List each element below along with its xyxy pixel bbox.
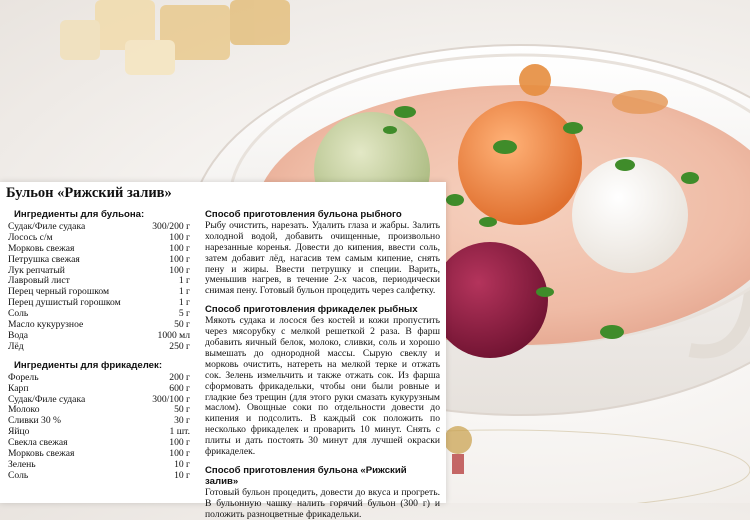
ingredient-name: Карп <box>8 382 29 394</box>
ingredient-row <box>8 298 190 309</box>
ingredient-name: Перец душистый горошком <box>8 297 121 309</box>
ingredient-name: Судак/Филе судака <box>8 393 86 405</box>
ingredient-row <box>8 471 190 482</box>
ingredient-qty: 5 г <box>178 308 190 320</box>
ingredient-qty: 100 г <box>169 264 190 276</box>
broth-ingredients-list <box>8 222 190 353</box>
croutons <box>60 0 290 75</box>
ingredient-row <box>8 331 190 342</box>
ingredient-row <box>8 244 190 255</box>
ingredient-name: Яйцо <box>8 426 30 438</box>
ingredient-qty: 250 г <box>169 340 190 352</box>
ingredient-qty: 100 г <box>169 437 190 449</box>
ingredient-name: Лёд <box>8 340 24 352</box>
ingredients-column <box>8 210 190 482</box>
ingredient-name: Петрушка свежая <box>8 253 80 265</box>
method-column <box>205 210 440 520</box>
ingredient-row <box>8 255 190 266</box>
ingredient-row <box>8 342 190 353</box>
ingredient-qty: 10 г <box>174 458 190 470</box>
dumpling-ingredients-list <box>8 373 190 482</box>
ingredient-qty: 1000 мл <box>157 329 190 341</box>
ingredient-name: Молоко <box>8 404 40 416</box>
ingredient-qty: 100 г <box>169 253 190 265</box>
method-dumplings-heading: Способ приготовления фрикаделек рыбных <box>205 304 418 316</box>
ingredient-name: Масло кукурузное <box>8 319 84 331</box>
method-broth-heading: Способ приготовления бульона рыбного <box>205 209 402 220</box>
ingredient-row <box>8 373 190 384</box>
ingredient-name: Свекла свежая <box>8 437 68 449</box>
ingredient-row <box>8 460 190 471</box>
dumpling-ingredients-heading: Ингредиенты для фрикаделек: <box>14 359 163 371</box>
ingredient-name: Перец черный горошком <box>8 286 110 298</box>
method-final-heading: Способ приготовления бульона «Рижский залив» <box>205 464 407 487</box>
recipe-title: Бульон «Рижский залив» <box>6 185 172 201</box>
ingredient-qty: 600 г <box>169 382 190 394</box>
ingredient-name: Морковь свежая <box>8 242 75 254</box>
ingredient-qty: 1 г <box>178 286 190 298</box>
ingredient-name: Сливки 30 % <box>8 415 62 427</box>
ingredient-qty: 200 г <box>169 371 190 383</box>
ingredient-qty: 100 г <box>169 242 190 254</box>
ingredient-qty: 1 г <box>178 275 190 287</box>
ingredient-name: Лук репчатый <box>8 264 65 276</box>
method-broth-text: Рыбу очистить, нарезать. Удалить глаза и жабры. Залить холодной водой, добавить очищенные, произвольно нарезанные коренья. Довести до кипения, ввести соль, затем добавит лёд, нагасив тем самым кипение, снять пену и жиры. Ввести петрушку и специи. Варить, уменьшив нагрев, в течение 2-х часов, периодически снимая пену. Готовый бульон процедить через салфетку. <box>205 219 440 297</box>
ingredient-qty: 100 г <box>169 448 190 460</box>
ingredient-name: Соль <box>8 308 29 320</box>
ingredient-qty: 100 г <box>169 231 190 243</box>
method-dumplings-text: Мякоть судака и лосося без костей и кожи пропустить через мясорубку с мелкой решеткой 2 раза. В фарш добавить яичный белок, молоко, сливки, соль и хорошо вымешать до однородной массы. Сырую свеклу и морковь очистить, натереть на мелкой терке и отжать сок. Зелень измельчить и также отжать сок. Из фарша сформовать фрикадельки, чтобы они были ровные и гладкие без трещин (для этого руки смазать кукурузным маслом). Овощные соки по отдельности довести до кипения и подсолить. В каждый сок положить по несколько фрикаделек и проварить 10 минут. Снять с плиты и дать постоять 30 минут для лучшей окраски фрикаделек. <box>205 315 440 458</box>
ingredient-name: Судак/Филе судака <box>8 220 86 232</box>
ingredient-name: Морковь свежая <box>8 448 75 460</box>
ingredient-name: Зелень <box>8 458 36 470</box>
ingredient-name: Лавровый лист <box>8 275 70 287</box>
ingredient-name: Форель <box>8 371 39 383</box>
ingredient-qty: 300/200 г <box>152 220 190 232</box>
recipe-card <box>0 182 446 520</box>
ingredient-qty: 10 г <box>174 469 190 481</box>
ingredient-qty: 300/100 г <box>152 393 190 405</box>
ingredient-qty: 30 г <box>174 415 190 427</box>
ingredient-name: Лосось с/м <box>8 231 53 243</box>
ingredient-row <box>8 416 190 427</box>
ingredient-row <box>8 384 190 395</box>
broth-ingredients-heading: Ингредиенты для бульона: <box>14 209 145 220</box>
ingredient-qty: 50 г <box>174 319 190 331</box>
ingredient-name: Соль <box>8 469 29 481</box>
crest-emblem <box>444 426 472 474</box>
ingredient-qty: 1 г <box>178 297 190 309</box>
ingredient-name: Вода <box>8 329 29 341</box>
method-final-text: Готовый бульон процедить, довести до вкуса и прогреть. В бульонную чашку налить горячий бульон (300 г) и положить разноцветные фрикадельки. <box>205 486 440 520</box>
ingredient-qty: 1 шт. <box>169 426 190 438</box>
ingredient-qty: 50 г <box>174 404 190 416</box>
